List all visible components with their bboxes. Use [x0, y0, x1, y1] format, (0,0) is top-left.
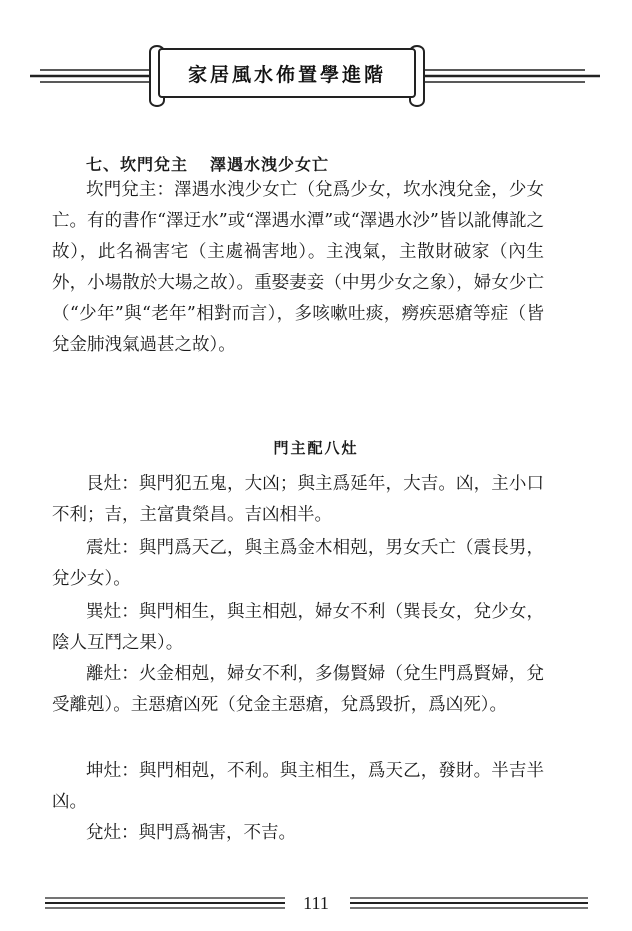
stove-paragraph-zhen: 震灶：與門爲天乙，與主爲金木相剋，男女夭亡（震長男，兌少女）。 [52, 538, 544, 589]
section-heading-right: 澤遇水洩少女亡 [210, 155, 330, 174]
section-heading [86, 152, 329, 175]
stove-paragraph-kun: 坤灶：與門相剋，不利。與主相生，爲天乙，發財。半吉半凶。 [52, 761, 544, 812]
stove-paragraph-dui: 兌灶：與門爲禍害，不吉。 [86, 823, 296, 843]
section-heading-left: 七、坎門兌主 [86, 155, 189, 174]
stove-paragraph-li: 離灶：火金相剋，婦女不利，多傷賢婦（兌生門爲賢婦，兌受離剋）。主惡瘡凶死（兌金主惡瘡，兌爲毀折，爲凶死）。 [52, 664, 544, 715]
banner-title: 家居風水佈置學進階 [187, 63, 386, 86]
stove-paragraph-xun: 巽灶：與門相生，與主相剋，婦女不利（巽長女，兌少女，陰人互鬥之果）。 [52, 602, 544, 653]
stove-paragraph-gen: 艮灶：與門犯五鬼，大凶；與主爲延年，大吉。凶，主小口不利；吉，主富貴榮昌。吉凶相半。 [52, 474, 544, 525]
chapter-banner [158, 48, 416, 98]
section-paragraph: 坎門兌主：澤遇水洩少女亡（兌爲少女，坎水洩兌金，少女亡。有的書作“澤迂水”或“澤遇水潭”或“澤遇水沙”皆以訛傳訛之故），此名禍害宅（主處禍害地）。主洩氣，主散財破家（內生外，小場散於大場之故）。重娶妻妾（中男少女之象），婦女少亡（“少年”與“老年”相對而言），多咳嗽吐痰，癆疾惡瘡等症（皆兌金肺洩氣過甚之故）。 [52, 180, 544, 355]
stoves-heading: 門主配八灶 [273, 439, 359, 457]
page-number: 111 [303, 893, 329, 913]
